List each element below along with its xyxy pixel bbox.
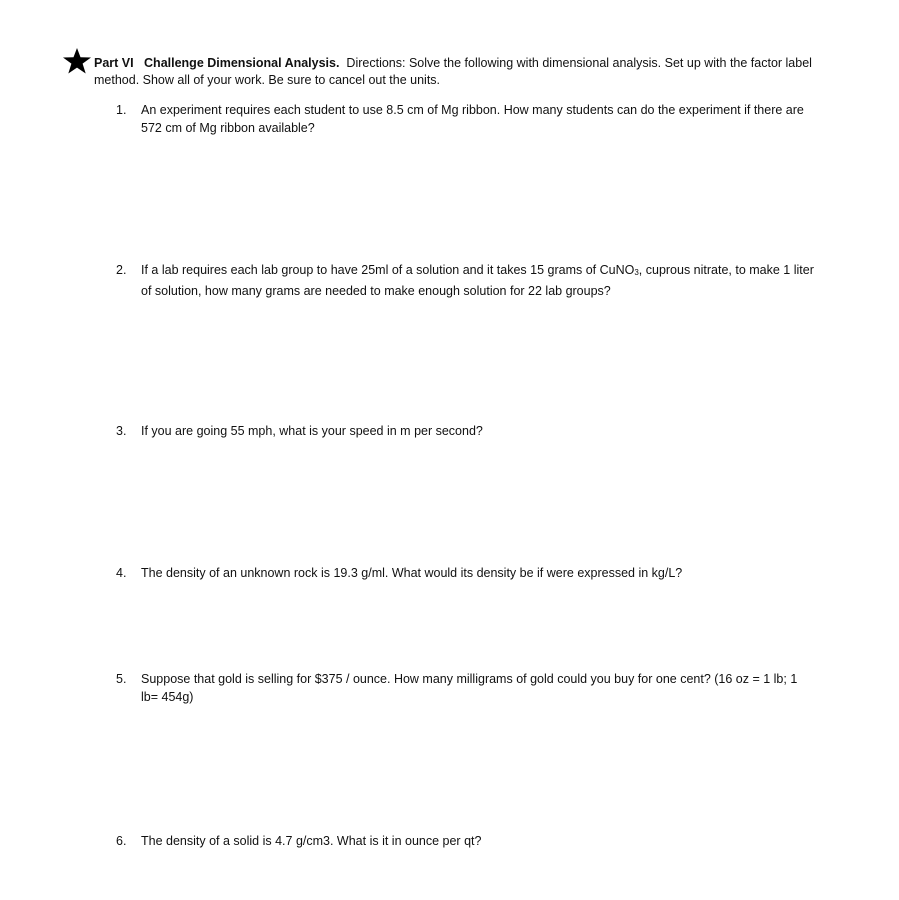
star-icon [62,48,92,74]
part-label: Part VI [94,56,134,70]
question-text [141,261,816,300]
question-text: An experiment requires each student to use 8.5 cm of Mg ribbon. How many students can do the experiment if there are 572 cm of Mg ribbon available? [141,103,804,135]
question-text-end: , cuprous nitrate, to make 1 liter of solution, how many grams are needed to make enough solution for 22 lab groups? [141,263,814,298]
question-number: 1. [116,103,127,117]
question-text: If you are going 55 mph, what is your speed in m per second? [141,424,483,438]
question-text: The density of a solid is 4.7 g/cm3. What is it in ounce per qt? [141,834,482,848]
question-number: 4. [116,566,127,580]
formula-subscript: 3 [634,268,639,277]
section-title: Challenge Dimensional Analysis. [144,56,340,70]
question-number: 3. [116,424,127,438]
question-number: 6. [116,834,127,848]
question-text: The density of an unknown rock is 19.3 g/ml. What would its density be if were expressed in kg/L? [141,566,683,580]
question-number: 5. [116,672,127,686]
question-number: 2. [116,263,127,277]
section-directions [94,55,822,89]
question-text: Suppose that gold is selling for $375 / ounce. How many milligrams of gold could you buy for one cent? (16 oz = 1 lb; 1 lb= 454g) [141,672,798,704]
question-text-start: If a lab requires each lab group to have 25ml of a solution and it takes 15 grams of CuNO [141,263,635,277]
directions-text: Directions: Solve the following with dimensional analysis. Set up with the factor label method. Show all of your work. Be sure to cancel out the units. [94,56,812,87]
